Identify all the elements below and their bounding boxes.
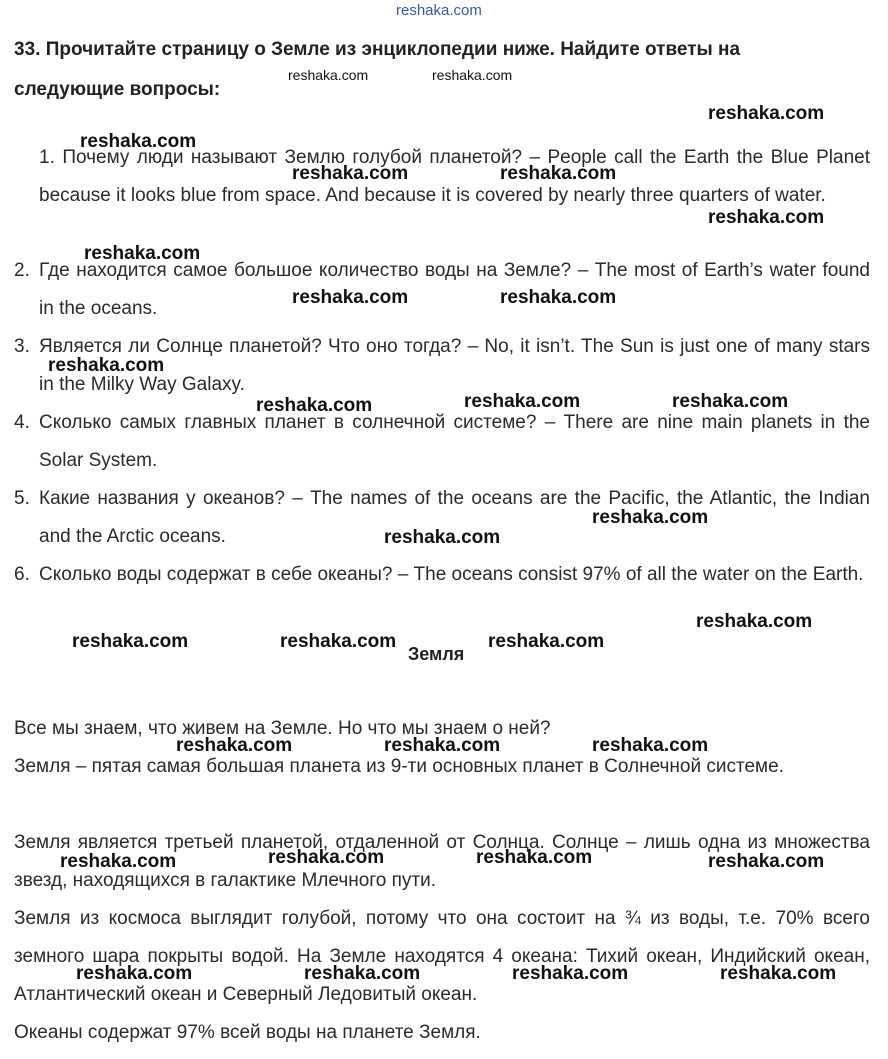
watermark: reshaka.com [476,847,593,868]
watermark: reshaka.com [512,963,629,984]
article-paragraph-5: Океаны содержат 97% всей воды на планете Земля. [14,1022,481,1043]
article-paragraph-2: Земля – пятая самая большая планета из 9-ти основных планет в Солнечной системе. [14,756,784,777]
watermark: reshaka.com [280,631,397,652]
article-paragraph-1: Все мы знаем, что живем на Земле. Но что мы знаем о ней? [14,718,551,739]
watermark: reshaka.com [292,163,409,184]
watermark: reshaka.com [708,207,825,228]
article-title: Земля [408,644,465,664]
watermark: reshaka.com [708,103,825,124]
watermark: reshaka.com [708,851,825,872]
watermark: reshaka.com [696,611,813,632]
watermark: reshaka.com [176,735,293,756]
question-number: 5. [14,488,30,509]
question-text: Сколько воды содержат в себе океаны? – The oceans consist 97% of all the water on the Earth. [39,564,864,585]
article-paragraph-3: Земля является третьей планетой, отдаленной от Солнца. Солнце – лишь одна из множества звезд, находящихся в галактике Млечного пути. [14,832,870,891]
watermark: reshaka.com [76,963,193,984]
watermark: reshaka.com [672,391,789,412]
watermark: reshaka.com [592,735,709,756]
watermark: reshaka.com [80,131,197,152]
task-heading-line-1: 33. Прочитайте страницу о Земле из энциклопедии ниже. Найдите ответы на [14,39,741,60]
question-number: 6. [14,564,30,585]
question-text: Является ли Солнце планетой? Что оно тогда? – No, it isn’t. The Sun is just one of many stars in the Milky Way Galaxy. [39,336,870,395]
watermark: reshaka.com [60,851,177,872]
watermark: reshaka.com [384,527,501,548]
watermark: reshaka.com [592,507,709,528]
watermark: reshaka.com [384,735,501,756]
question-number: 4. [14,412,30,433]
question-text: Почему люди называют Землю голубой планетой? – People call the Earth the Blue Planet because it looks blue from space. And because it is covered by nearly three quarters of water. [39,147,870,206]
watermark: reshaka.com [432,67,513,83]
question-text: Где находится самое большое количество воды на Земле? – The most of Earth’s water found in the oceans. [39,260,870,319]
question-6 [14,556,870,594]
watermark: reshaka.com [256,395,373,416]
question-text: Какие названия у океанов? – The names of the oceans are the Pacific, the Atlantic, the Indian and the Arctic oceans. [39,488,870,547]
watermark: reshaka.com [488,631,605,652]
article-paragraph-4: Земля из космоса выглядит голубой, потому что она состоит на ¾ из воды, т.е. 70% всего земного шара покрыты водой. На Земле находятся 4 океана: Тихий океан, Индийский океан, Атлантический океан и Северный Ледовитый океан. [14,908,870,1005]
watermark: reshaka.com [720,963,837,984]
question-text: Сколько самых главных планет в солнечной системе? – There are nine main planets in the Solar System. [39,412,870,471]
watermark: reshaka.com [288,67,369,83]
site-header[interactable]: reshaka.com [396,2,482,19]
watermark: reshaka.com [48,355,165,376]
question-number: 2. [14,260,30,281]
watermark: reshaka.com [500,287,617,308]
watermark: reshaka.com [292,287,409,308]
watermark: reshaka.com [72,631,189,652]
question-number: 3. [14,336,30,357]
question-4 [14,404,870,480]
task-heading-line-2: следующие вопросы: [14,79,221,100]
watermark: reshaka.com [500,163,617,184]
watermark: reshaka.com [464,391,581,412]
watermark: reshaka.com [84,243,201,264]
watermark: reshaka.com [304,963,421,984]
question-number: 1. [39,147,55,168]
watermark: reshaka.com [268,847,385,868]
